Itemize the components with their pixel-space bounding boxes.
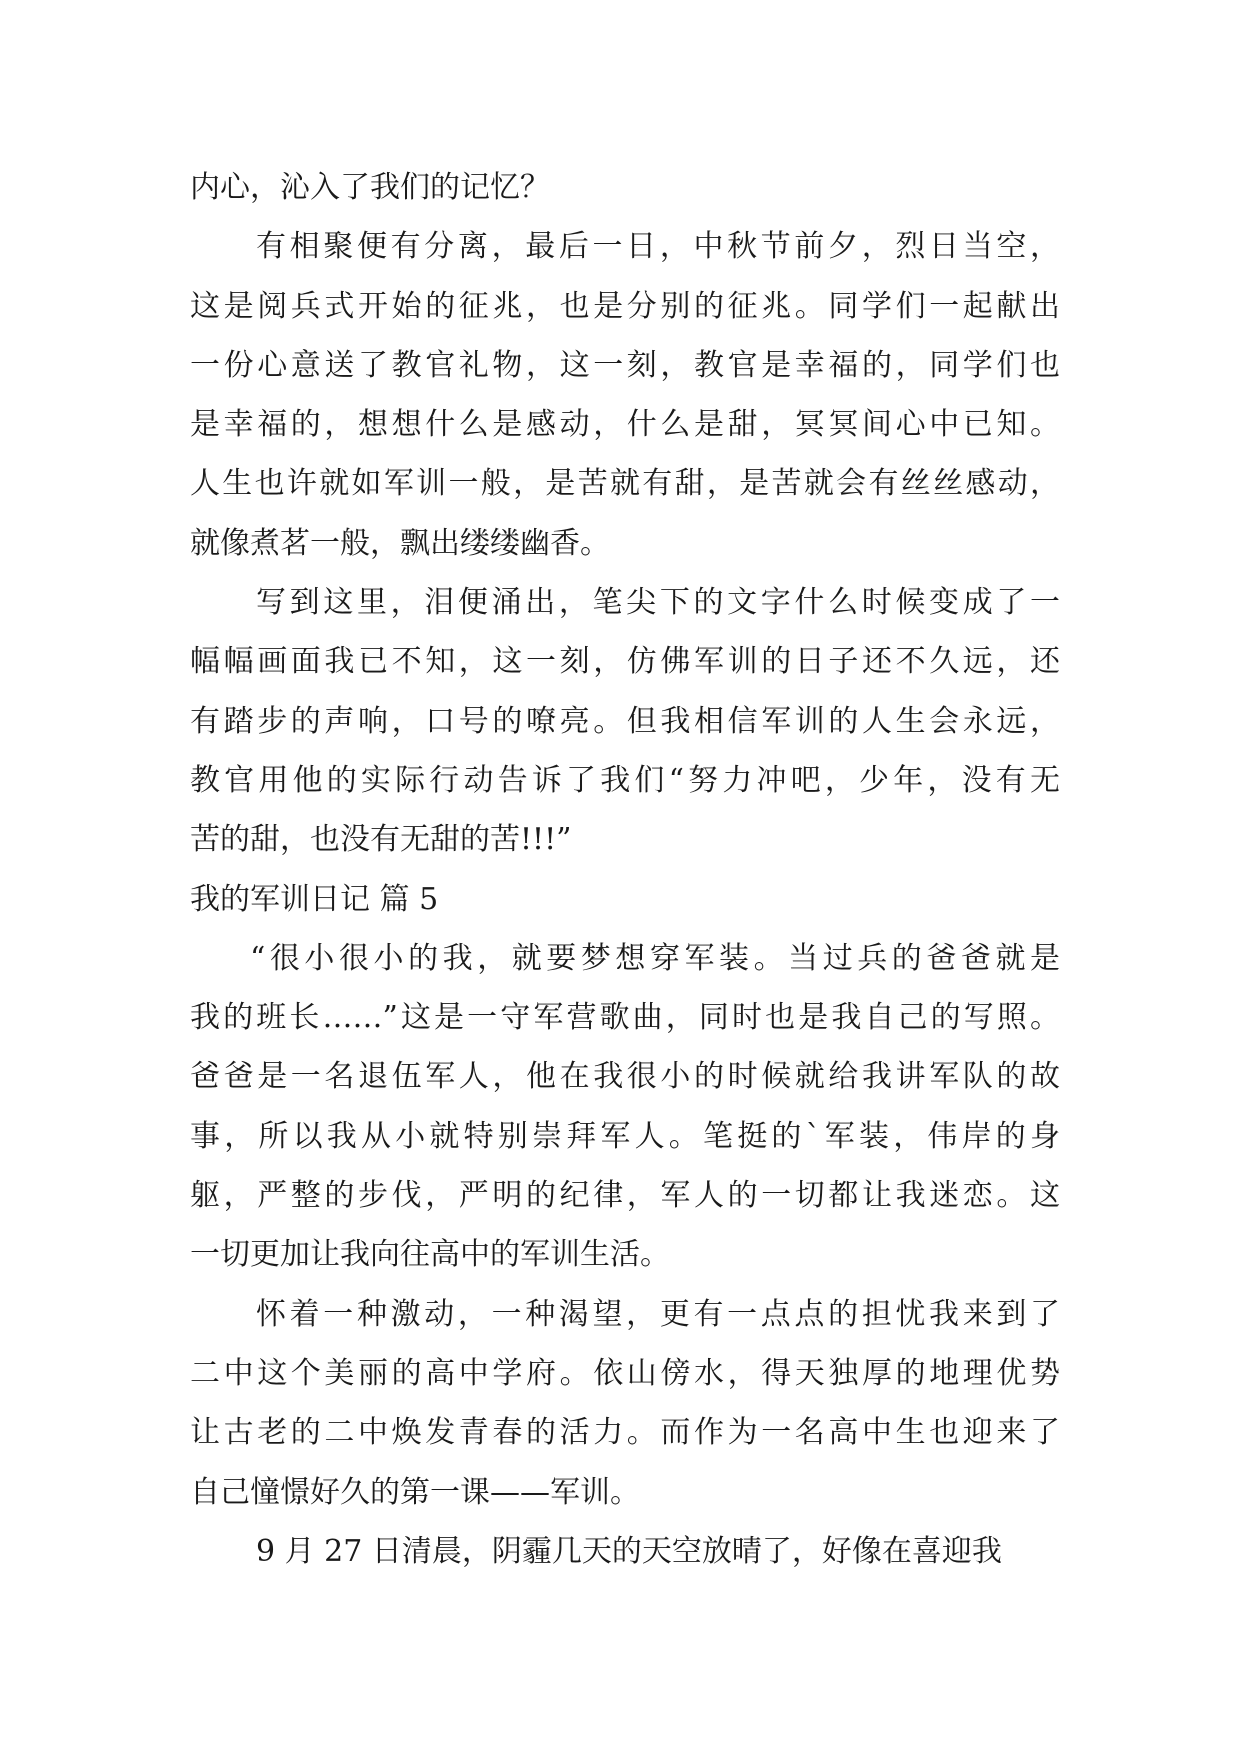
section-heading: 我的军训日记 篇 5 — [190, 881, 439, 917]
text-line: 怀着一种激动，一种渴望，更有一点点的担忧我来到了 — [256, 1296, 1060, 1332]
text-line: 有相聚便有分离，最后一日，中秋节前夕，烈日当空， — [256, 229, 1060, 265]
text-line: 有踏步的声响，口号的嘹亮。但我相信军训的人生会永远， — [190, 703, 1060, 739]
text-line: 是幸福的，想想什么是感动，什么是甜，冥冥间心中已知。 — [190, 407, 1060, 443]
text-line: 二中这个美丽的高中学府。依山傍水，得天独厚的地理优势 — [190, 1355, 1060, 1391]
text-line: 让古老的二中焕发青春的活力。而作为一名高中生也迎来了 — [190, 1415, 1060, 1451]
text-line: 写到这里，泪便涌出，笔尖下的文字什么时候变成了一 — [256, 585, 1060, 621]
text-line: 事，所以我从小就特别崇拜军人。笔挺的`军装，伟岸的身 — [190, 1118, 1060, 1154]
text-line: 9 月 27 日清晨，阴霾几天的天空放晴了，好像在喜迎我 — [256, 1533, 1002, 1569]
text-line: 爸爸是一名退伍军人，他在我很小的时候就给我讲军队的故 — [190, 1059, 1060, 1095]
text-line: 幅幅画面我已不知，这一刻，仿佛军训的日子还不久远，还 — [190, 644, 1060, 680]
text-line: 一份心意送了教官礼物，这一刻，教官是幸福的，同学们也 — [190, 347, 1060, 383]
text-line: 躯，严整的步伐，严明的纪律，军人的一切都让我迷恋。这 — [190, 1178, 1060, 1214]
text-line: 一切更加让我向往高中的军训生活。 — [190, 1237, 670, 1273]
text-line: 教官用他的实际行动告诉了我们“努力冲吧，少年，没有无 — [190, 762, 1060, 798]
text-line: 我的班长……”这是一守军营歌曲，同时也是我自己的写照。 — [190, 1000, 1060, 1036]
text-line: 就像煮茗一般，飘出缕缕幽香。 — [190, 525, 610, 561]
text-line: “很小很小的我，就要梦想穿军装。当过兵的爸爸就是 — [250, 940, 1060, 976]
text-line: 这是阅兵式开始的征兆，也是分别的征兆。同学们一起献出 — [190, 288, 1060, 324]
document-body — [190, 158, 1060, 1581]
text-line: 人生也许就如军训一般，是苦就有甜，是苦就会有丝丝感动， — [190, 466, 1060, 502]
text-line: 苦的甜，也没有无甜的苦!!!” — [190, 822, 572, 858]
text-line: 内心，沁入了我们的记忆？ — [190, 170, 550, 205]
text-line: 自己憧憬好久的第一课——军训。 — [190, 1474, 640, 1510]
